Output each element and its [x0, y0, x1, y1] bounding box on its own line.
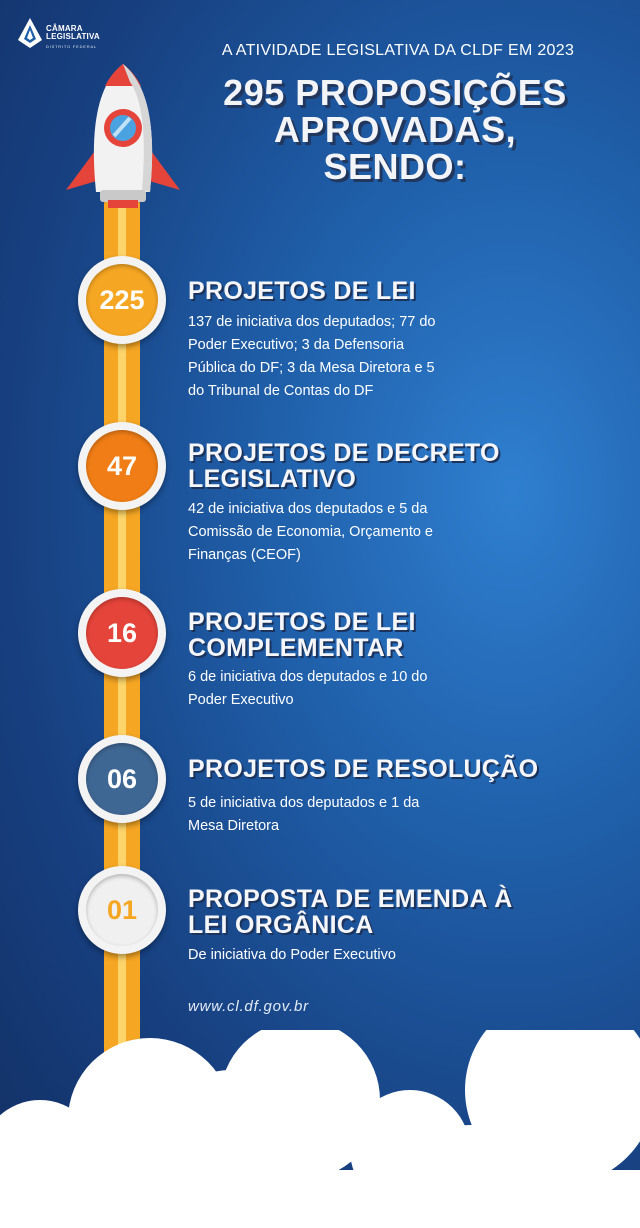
number-badge-value: 47	[86, 430, 158, 502]
stage-title-line-2: LEGISLATIVO	[188, 465, 357, 493]
desc-line: do Tribunal de Contas do DF	[188, 383, 374, 399]
desc-line: Poder Executivo; 3 da Defensoria	[188, 337, 405, 353]
stage-title-line-2: COMPLEMENTAR	[188, 634, 404, 662]
stage-title-line-1: PROJETOS DE LEI	[188, 277, 416, 305]
header-title-line-2: APROVADAS,	[273, 109, 517, 150]
number-badge	[78, 735, 166, 823]
stage-title	[188, 278, 608, 304]
header-subtitle: A ATIVIDADE LEGISLATIVA DA CLDF EM 2023	[221, 42, 575, 59]
number-badge-value: 06	[86, 743, 158, 815]
desc-line: 6 de iniciativa dos deputados e 10 do	[188, 669, 428, 685]
stage-title	[188, 609, 608, 661]
desc-line: Finanças (CEOF)	[188, 547, 301, 563]
stage-title-line-1: PROJETOS DE RESOLUÇÃO	[188, 755, 539, 783]
logo-line-2: LEGISLATIVA	[46, 32, 100, 41]
number-badge	[78, 422, 166, 510]
number-badge	[78, 866, 166, 954]
desc-line: Comissão de Economia, Orçamento e	[188, 524, 433, 540]
logo-wordmark	[46, 25, 100, 41]
clouds-illustration	[0, 1030, 640, 1228]
stage-description	[188, 311, 498, 403]
desc-line: 42 de iniciativa dos deputados e 5 da	[188, 501, 428, 517]
header-title	[170, 74, 620, 185]
stage-description	[188, 792, 498, 838]
number-badge	[78, 589, 166, 677]
logo-line-1: CÂMARA	[46, 24, 83, 33]
desc-line: 137 de iniciativa dos deputados; 77 do	[188, 314, 436, 330]
number-badge-value: 01	[86, 874, 158, 946]
header-title-line-3: SENDO:	[323, 146, 467, 187]
stage-title-line-1: PROJETOS DE DECRETO	[188, 439, 500, 467]
desc-line: Mesa Diretora	[188, 818, 280, 834]
stage-title-line-1: PROJETOS DE LEI	[188, 608, 416, 636]
stage-description	[188, 944, 498, 967]
website-url: www.cl.df.gov.br	[188, 998, 309, 1015]
number-badge-value: 225	[86, 264, 158, 336]
cldf-logo-icon	[18, 18, 42, 48]
desc-line: De iniciativa do Poder Executivo	[188, 947, 396, 963]
desc-line: Pública do DF; 3 da Mesa Diretora e 5	[188, 360, 435, 376]
header-title-line-1: 295 PROPOSIÇÕES	[223, 72, 567, 113]
rocket-icon	[60, 62, 186, 212]
number-badge-value: 16	[86, 597, 158, 669]
desc-line: Poder Executivo	[188, 692, 294, 708]
stage-description	[188, 498, 498, 567]
logo-line-3: DISTRITO FEDERAL	[46, 44, 97, 49]
desc-line: 5 de iniciativa dos deputados e 1 da	[188, 795, 420, 811]
stage-title-line-1: PROPOSTA DE EMENDA À	[188, 885, 513, 913]
stage-title	[188, 886, 608, 938]
stage-title-line-2: LEI ORGÂNICA	[188, 911, 374, 939]
stage-title	[188, 440, 608, 492]
number-badge	[78, 256, 166, 344]
stage-title	[188, 756, 608, 782]
cldf-logo	[18, 18, 128, 52]
stage-description	[188, 666, 498, 712]
